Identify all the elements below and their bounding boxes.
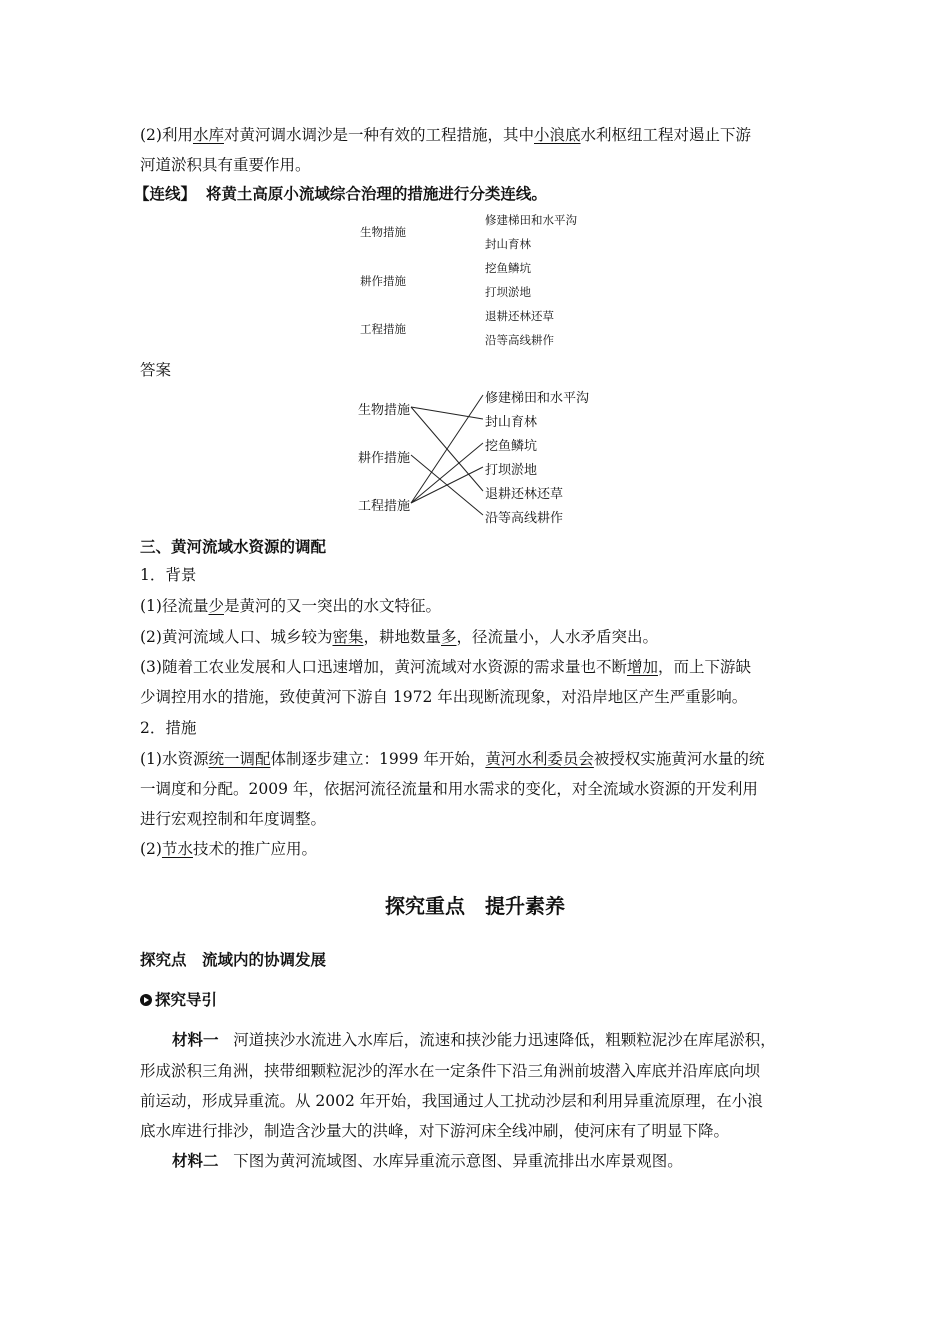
play-circle-icon [140, 994, 152, 1006]
subheading-background: 1．背景 [140, 566, 197, 584]
text: (1)水资源 [140, 750, 209, 768]
fill-blank: 小浪底 [534, 126, 581, 144]
text: ，耕地数量 [363, 628, 441, 646]
item2-line2: 河道淤积具有重要作用。 [140, 156, 311, 174]
left-item: 耕作措施 [360, 274, 406, 288]
left-item: 工程措施 [360, 322, 406, 336]
text: 被授权实施黄河水量的统 [593, 750, 765, 768]
explore-point-heading: 探究点 流域内的协调发展 [140, 951, 327, 969]
text: 技术的推广应用。 [192, 840, 317, 858]
text: 河道挟沙水流进入水库后，流速和挟沙能力迅速降低，粗颗粒泥沙在库尾淤积， [233, 1031, 776, 1049]
material-1-line-2: 形成淤积三角洲，挟带细颗粒泥沙的浑水在一定条件下沿三角洲前坡潜入库底并沿库底向坝 [140, 1062, 761, 1080]
fill-blank: 统一调配 [208, 750, 271, 768]
right-item: 退耕还林还草 [485, 309, 554, 323]
measure-item-2 [140, 839, 317, 859]
connector [411, 443, 483, 503]
fill-blank: 密集 [332, 628, 364, 646]
text: 体制逐步建立：1999 年开始， [270, 750, 486, 768]
left-item: 工程措施 [358, 499, 411, 514]
matching-diagram [350, 208, 610, 348]
connector [411, 395, 483, 503]
guide-label: 探究导引 [155, 991, 218, 1009]
item2-line1 [140, 125, 751, 145]
background-item-1 [140, 596, 441, 616]
text: (1)径流量 [140, 597, 209, 615]
background-item-3-cont: 少调控用水的措施，致使黄河下游自 1972 年出现断流现象，对沿岸地区产生严重影响。 [140, 688, 748, 706]
right-item: 挖鱼鳞坑 [485, 261, 531, 275]
text: 下图为黄河流域图、水库异重流示意图、异重流排出水库景观图。 [233, 1152, 683, 1170]
answer-label: 答案 [140, 361, 172, 379]
material-label: 材料一 [172, 1031, 219, 1049]
material-2-line [172, 1151, 683, 1171]
text: ，而上下游缺 [657, 658, 751, 676]
background-item-2 [140, 627, 658, 647]
material-1-line-4: 底水库进行排沙，制造含沙量大的洪峰，对下游河床全线冲刷，使河床有了明显下降。 [140, 1122, 730, 1140]
measure-item-1-cont: 一调度和分配。2009 年，依据河流径流量和用水需求的变化，对全流域水资源的开发利用 [140, 780, 758, 798]
fill-blank: 黄河水利委员会 [485, 750, 594, 768]
answer-diagram [350, 385, 610, 525]
right-item: 沿等高线耕作 [485, 511, 564, 526]
matching-text: 将黄土高原小流域综合治理的措施进行分类连线。 [205, 185, 547, 203]
fill-blank: 增加 [626, 658, 658, 676]
text: 是黄河的又一突出的水文特征。 [223, 597, 441, 615]
matching-instruction [134, 184, 547, 204]
text: (3)随着工农业发展和人口迅速增加，黄河流域对水资源的需求量也不断 [140, 658, 627, 676]
section-title: 探究重点 提升素养 [385, 894, 565, 918]
right-item: 封山育林 [485, 415, 538, 430]
material-1-line-3: 前运动，形成异重流。从 2002 年开始，我国通过人工扰动沙层和利用异重流原理，在小浪 [140, 1092, 763, 1110]
text: (2) [140, 840, 162, 858]
left-item: 生物措施 [360, 225, 406, 239]
explore-guide-heading [140, 990, 217, 1010]
text: (2)利用 [140, 126, 193, 144]
section-heading: 三、黄河流域水资源的调配 [140, 538, 327, 556]
right-item: 修建梯田和水平沟 [485, 213, 577, 227]
matching-tag: 【连线】 [134, 185, 197, 203]
measure-item-1 [140, 749, 764, 769]
right-item: 修建梯田和水平沟 [485, 391, 590, 406]
text: (2)黄河流域人口、城乡较为 [140, 628, 333, 646]
fill-blank: 水库 [192, 126, 224, 144]
text: 水利枢纽工程对遏止下游 [580, 126, 752, 144]
material-label: 材料二 [172, 1152, 219, 1170]
left-item: 耕作措施 [358, 451, 411, 466]
text: ，径流量小，人水矛盾突出。 [456, 628, 659, 646]
background-item-3 [140, 657, 751, 677]
fill-blank: 节水 [161, 840, 193, 858]
right-item: 沿等高线耕作 [485, 333, 554, 347]
right-item: 打坝淤地 [485, 463, 538, 478]
left-item: 生物措施 [358, 403, 411, 418]
fill-blank: 多 [441, 628, 457, 646]
right-item: 打坝淤地 [485, 285, 531, 299]
measure-item-1-cont: 进行宏观控制和年度调整。 [140, 810, 327, 828]
material-1-line-1 [172, 1030, 776, 1050]
right-item: 挖鱼鳞坑 [485, 439, 538, 454]
connector [411, 407, 483, 419]
right-item: 退耕还林还草 [485, 487, 564, 502]
text: 对黄河调水调沙是一种有效的工程措施，其中 [223, 126, 534, 144]
subheading-measures: 2．措施 [140, 719, 197, 737]
fill-blank: 少 [208, 597, 224, 615]
right-item: 封山育林 [485, 237, 531, 251]
